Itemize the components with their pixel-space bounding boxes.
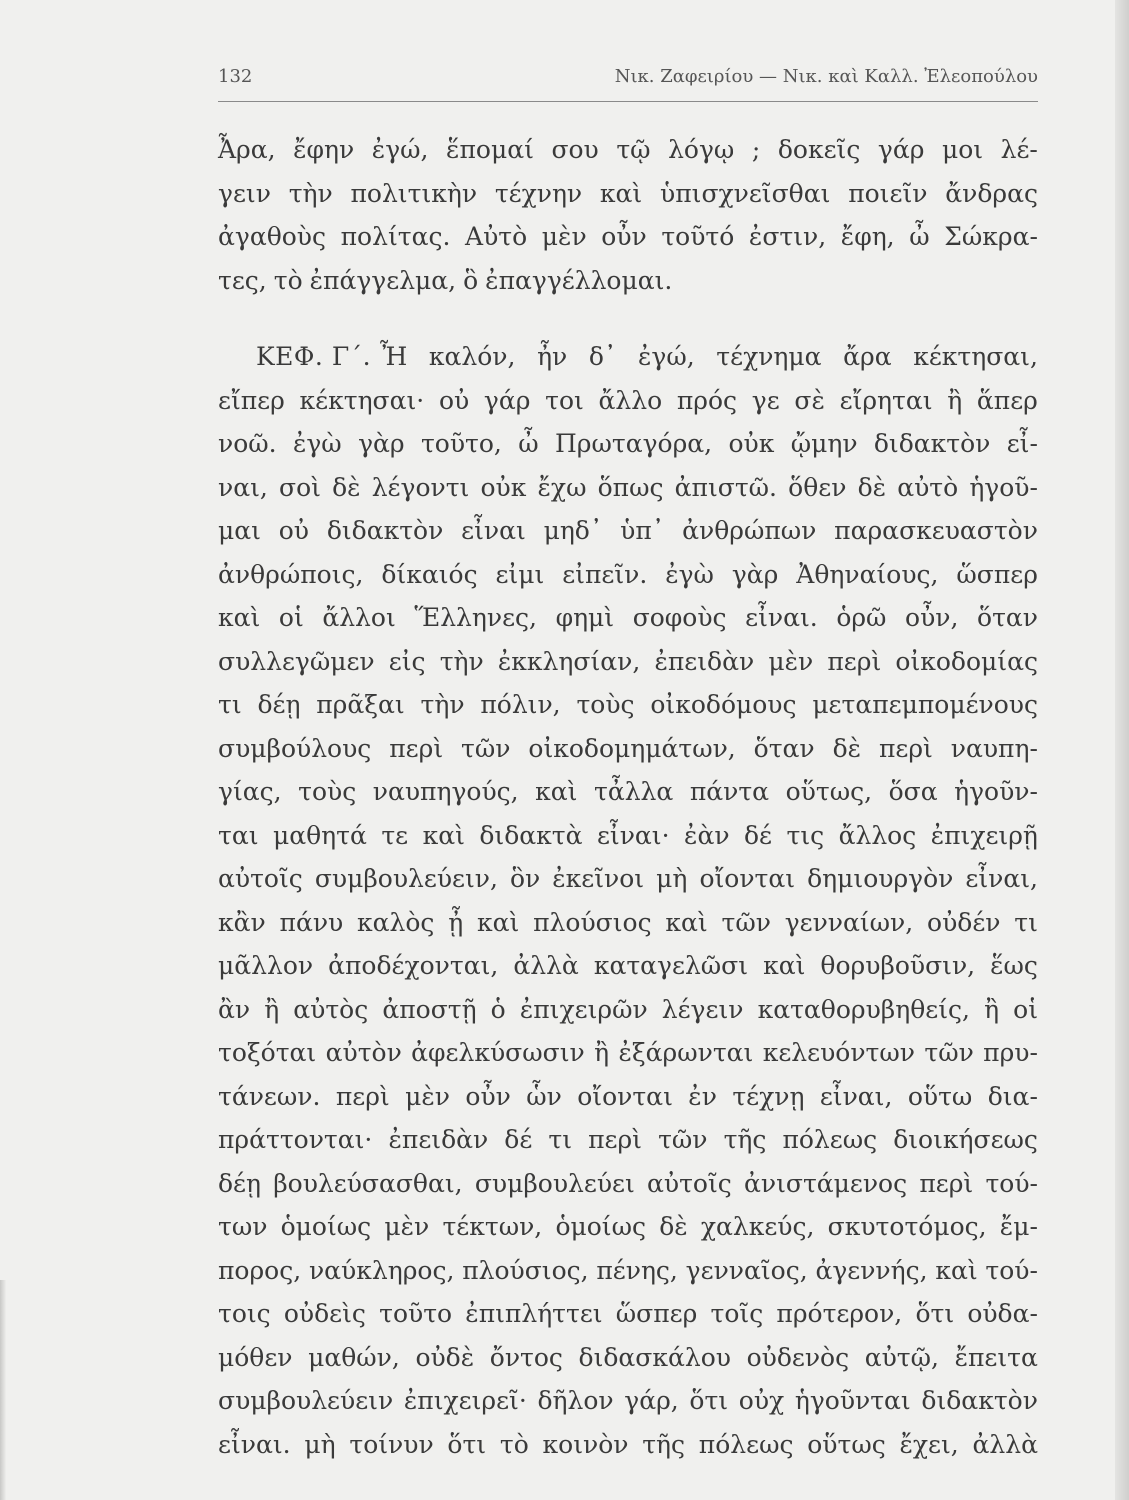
- paragraph-2-line: τοξόται αὐτὸν ἀφελκύσωσιν ἢ ἐξάρωνται κελευόντων τῶν πρυ-: [218, 1038, 1038, 1067]
- paragraph-2-line: δέῃ βουλεύσασθαι, συμβουλεύει αὐτοῖς ἀνιστάμενος περὶ τού-: [218, 1168, 1038, 1198]
- paragraph-1-line: τες, τὸ ἐπάγγελμα, ὃ ἐπαγγέλλομαι.: [218, 265, 673, 295]
- paragraph-2-line: ἀνθρώποις, δίκαιός εἰμι εἰπεῖν. ἐγὼ γὰρ Ἀθηναίους, ὥσπερ: [218, 559, 1038, 589]
- paragraph-2-line: πορος, ναύκληρος, πλούσιος, πένης, γενναῖος, ἀγεννής, καὶ τού-: [218, 1255, 1038, 1285]
- paragraph-2-line: τάνεων. περὶ μὲν οὖν ὧν οἴονται ἐν τέχνῃ εἶναι, οὕτω δια-: [218, 1081, 1038, 1111]
- paragraph-2-line: κἂν πάνυ καλὸς ᾖ καὶ πλούσιος καὶ τῶν γενναίων, οὐδέν τι: [218, 907, 1038, 937]
- paragraph-2-line: συλλεγῶμεν εἰς τὴν ἐκκλησίαν, ἐπειδὰν μὲν περὶ οἰκοδομίας: [218, 646, 1038, 676]
- paragraph-2-line: αὐτοῖς συμβουλεύειν, ὃν ἐκεῖνοι μὴ οἴονται δημιουργὸν εἶναι,: [218, 864, 1038, 893]
- paragraph-2-line: των ὁμοίως μὲν τέκτων, ὁμοίως δὲ χαλκεύς, σκυτοτόμος, ἔμ-: [218, 1212, 1038, 1241]
- paragraph-2-line: ἂν ἢ αὐτὸς ἀποστῇ ὁ ἐπιχειρῶν λέγειν καταθορυβηθείς, ἢ οἱ: [218, 994, 1038, 1024]
- paragraph-2-line: γίας, τοὺς ναυπηγούς, καὶ τἆλλα πάντα οὕτως, ὅσα ἡγοῦν-: [218, 777, 1038, 806]
- paragraph-2-line: ναι, σοὶ δὲ λέγοντι οὐκ ἔχω ὅπως ἀπιστῶ. ὅθεν δὲ αὐτὸ ἡγοῦ-: [218, 472, 1038, 502]
- paragraph-1: [218, 128, 1038, 302]
- paragraph-2: [218, 335, 1038, 1466]
- paragraph-1-line: γειν τὴν πολιτικὴν τέχνην καὶ ὑπισχνεῖσθαι ποιεῖν ἄνδρας: [218, 178, 1038, 208]
- body-text: [218, 128, 1038, 1466]
- binding-shadow: [0, 1280, 6, 1500]
- paragraph-2-line: πράττονται· ἐπειδὰν δέ τι περὶ τῶν τῆς πόλεως διοικήσεως: [218, 1125, 1038, 1154]
- paragraph-2-line: τι δέῃ πρᾶξαι τὴν πόλιν, τοὺς οἰκοδόμους μεταπεμπομένους: [218, 690, 1038, 719]
- paragraph-gap: [218, 302, 1038, 335]
- header-rule: [218, 101, 1038, 102]
- paragraph-2-line: συμβούλους περὶ τῶν οἰκοδομημάτων, ὅταν δὲ περὶ ναυπη-: [218, 733, 1038, 763]
- paragraph-1-line: ἀγαθοὺς πολίτας. Αὐτὸ μὲν οὖν τοῦτό ἐστιν, ἔφη, ὦ Σώκρα-: [218, 222, 1038, 251]
- chapter-opening-text: Ἦ καλόν, ἦν δ᾽ ἐγώ, τέχνημα ἄρα κέκτησαι,: [379, 342, 1038, 371]
- paragraph-2-line: καὶ οἱ ἄλλοι Ἕλληνες, φημὶ σοφοὺς εἶναι. ὁρῶ οὖν, ὅταν: [218, 603, 1038, 632]
- paragraph-1-line: Ἆρα, ἔφην ἐγώ, ἕπομαί σου τῷ λόγῳ ; δοκεῖς γάρ μοι λέ-: [218, 135, 1038, 164]
- paragraph-2-line: τοις οὐδεὶς τοῦτο ἐπιπλήττει ὥσπερ τοῖς πρότερον, ὅτι οὐδα-: [218, 1299, 1038, 1328]
- paragraph-2-line: εἴπερ κέκτησαι· οὐ γάρ τοι ἄλλο πρός γε σὲ εἴρηται ἢ ἅπερ: [218, 385, 1038, 415]
- page-number: 132: [218, 66, 253, 87]
- paragraph-2-line: εἶναι. μὴ τοίνυν ὅτι τὸ κοινὸν τῆς πόλεως οὕτως ἔχει, ἀλλὰ: [218, 1429, 1038, 1459]
- paragraph-2-line: μόθεν μαθών, οὐδὲ ὄντος διδασκάλου οὐδενὸς αὐτῷ, ἔπειτα: [218, 1342, 1038, 1372]
- paragraph-2-line: συμβουλεύειν ἐπιχειρεῖ· δῆλον γάρ, ὅτι οὐχ ἡγοῦνται διδακτὸν: [218, 1386, 1038, 1415]
- page-edge: [1115, 0, 1129, 1500]
- paragraph-2-line: νοῶ. ἐγὼ γὰρ τοῦτο, ὦ Πρωταγόρα, οὐκ ᾤμην διδακτὸν εἶ-: [218, 429, 1038, 458]
- paragraph-2-line: μαι οὐ διδακτὸν εἶναι μηδ᾽ ὑπ᾽ ἀνθρώπων παρασκευαστὸν: [218, 516, 1038, 545]
- paragraph-2-line: μᾶλλον ἀποδέχονται, ἀλλὰ καταγελῶσι καὶ θορυβοῦσιν, ἕως: [218, 951, 1038, 980]
- running-head: [218, 66, 1038, 96]
- paragraph-2-line: ται μαθητά τε καὶ διδακτὰ εἶναι· ἐὰν δέ τις ἄλλος ἐπιχειρῇ: [218, 820, 1038, 850]
- chapter-label: ΚΕΦ. Γ΄.: [256, 342, 372, 371]
- header-title: Νικ. Ζαφειρίου — Νικ. καὶ Καλλ. Ἐλεοπούλου: [614, 66, 1038, 87]
- chapter-opening-line: [218, 335, 1038, 379]
